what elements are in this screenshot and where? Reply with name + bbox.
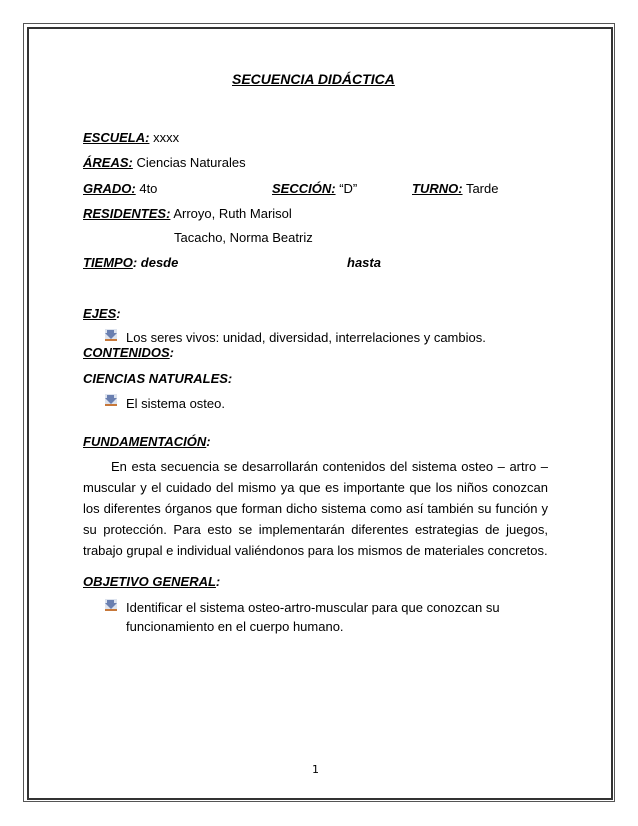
- objetivo-colon: :: [215, 574, 221, 589]
- escuela-label: ESCUELA:: [83, 130, 150, 145]
- seccion-field: [272, 181, 357, 196]
- seccion-label: SECCIÓN:: [272, 181, 336, 196]
- ciencias-item: El sistema osteo.: [126, 396, 225, 411]
- objetivo-line-2: funcionamiento en el cuerpo humano.: [126, 619, 344, 634]
- contenidos-heading: [83, 345, 174, 360]
- tiempo-row: [83, 255, 178, 270]
- arrow-bullet-icon: [104, 598, 118, 612]
- turno-field: [412, 181, 498, 196]
- contenidos-label: CONTENIDOS: [83, 345, 170, 360]
- escuela-value: xxxx: [153, 130, 180, 145]
- areas-row: [83, 155, 246, 170]
- ciencias-heading: CIENCIAS NATURALES:: [83, 371, 233, 386]
- document-title: SECUENCIA DIDÁCTICA: [232, 71, 395, 87]
- fundamentacion-colon: :: [206, 434, 211, 449]
- grado-value: 4to: [139, 181, 158, 196]
- objetivo-label: OBJETIVO GENERAL: [83, 574, 216, 589]
- ejes-colon: :: [116, 306, 121, 321]
- grado-label: GRADO:: [83, 181, 136, 196]
- objetivo-line-1: Identificar el sistema osteo-artro-muscular para que conozcan su: [126, 600, 500, 615]
- residentes-row: [83, 206, 292, 221]
- residentes-value-2: Tacacho, Norma Beatriz: [174, 230, 313, 245]
- turno-value: Tarde: [465, 181, 499, 196]
- arrow-bullet-icon: [104, 393, 118, 407]
- areas-label: ÁREAS:: [83, 155, 133, 170]
- residentes-value-1: Arroyo, Ruth Marisol: [173, 206, 292, 221]
- tiempo-desde: : desde: [132, 255, 179, 270]
- areas-value: Ciencias Naturales: [136, 155, 246, 170]
- page-number: 1: [312, 763, 319, 776]
- contenidos-colon: :: [169, 345, 175, 360]
- ejes-label: EJES: [83, 306, 117, 321]
- fundamentacion-label: FUNDAMENTACIÓN: [83, 434, 207, 449]
- turno-label: TURNO:: [412, 181, 463, 196]
- residentes-label: RESIDENTES:: [83, 206, 171, 221]
- tiempo-hasta: hasta: [347, 255, 381, 270]
- escuela-row: [83, 130, 179, 145]
- seccion-value: “D”: [339, 181, 358, 196]
- ejes-heading: [83, 306, 121, 321]
- arrow-bullet-icon: [104, 328, 118, 342]
- objetivo-heading: [83, 574, 220, 589]
- ejes-item: Los seres vivos: unidad, diversidad, interrelaciones y cambios.: [126, 330, 486, 345]
- grado-field: [83, 181, 157, 196]
- tiempo-label: TIEMPO: [83, 255, 133, 270]
- fundamentacion-paragraph: En esta secuencia se desarrollarán contenidos del sistema osteo – artro – muscular y el cuidado del mismo ya que es importante que los niños conozcan los diferentes órganos que forman dicho sistema como así también su función y su protección. Para esto se implementarán diferentes estrategias de juegos, trabajo grupal e individual valiéndonos para los mismos de materiales concretos.: [83, 459, 548, 558]
- fundamentacion-heading: [83, 434, 211, 449]
